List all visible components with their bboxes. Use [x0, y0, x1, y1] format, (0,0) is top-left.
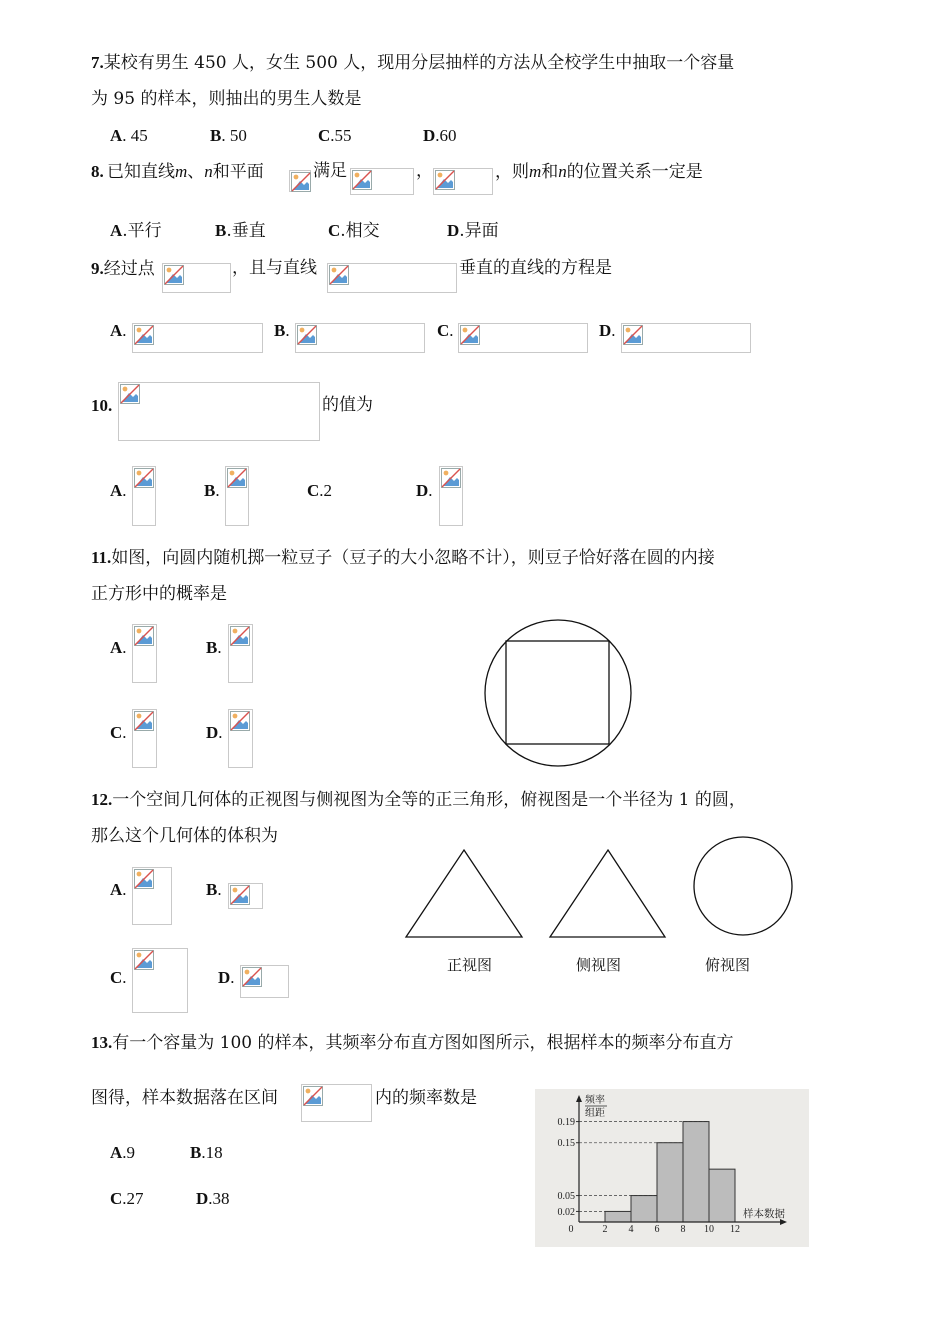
- y-tick-label: 0.02: [557, 1206, 575, 1218]
- x-tick-label: 12: [730, 1224, 740, 1235]
- q13-line1: 13.有一个容量为 100 的样本，其频率分布直方图如图所示，根据样本的频率分布直方: [91, 1033, 734, 1053]
- q11-line1: 11.如图，向圆内随机掷一粒豆子（豆子的大小忽略不计），则豆子恰好落在圆的内接: [91, 548, 715, 568]
- histogram-bar: [683, 1122, 709, 1222]
- formula-image-placeholder: [439, 466, 463, 526]
- formula-image-placeholder: [289, 170, 311, 192]
- q8-text-1: 已知直线m、n和平面: [107, 162, 264, 182]
- formula-image-placeholder: [132, 466, 156, 526]
- q10-option-b: B.: [204, 481, 220, 500]
- q8-text-2: 满足: [313, 161, 347, 181]
- three-view-figure: [400, 834, 800, 944]
- y-tick-label: 0.15: [557, 1138, 575, 1150]
- q12-option-c: C.: [110, 968, 127, 987]
- y-axis-title-top: 频率: [585, 1095, 605, 1106]
- y-tick-label: 0.05: [557, 1191, 575, 1203]
- broken-image-icon: [242, 967, 262, 987]
- q9-text-2: ，且与直线: [232, 258, 317, 278]
- broken-image-icon: [435, 170, 455, 190]
- frequency-histogram: [535, 1089, 809, 1247]
- q10-num: 10.: [91, 396, 113, 415]
- q10-option-d: D.: [416, 481, 433, 500]
- q7-option-a: A. 45: [110, 126, 148, 145]
- q13-line2a: 图得，样本数据落在区间: [91, 1088, 278, 1108]
- broken-image-icon: [623, 325, 643, 345]
- circle-inscribed-square-figure: [482, 617, 634, 769]
- formula-image-placeholder: [132, 948, 188, 1013]
- formula-image-placeholder: [228, 883, 263, 909]
- formula-image-placeholder: [132, 867, 172, 925]
- formula-image-placeholder: [225, 466, 249, 526]
- formula-image-placeholder: [350, 168, 414, 195]
- formula-image-placeholder: [621, 323, 751, 353]
- q8-option-d: D.异面: [447, 221, 499, 241]
- broken-image-icon: [460, 325, 480, 345]
- broken-image-icon: [230, 626, 250, 646]
- y-tick-label: 0.19: [557, 1117, 575, 1129]
- q11-option-b: B.: [206, 638, 222, 657]
- q9-option-a: A.: [110, 321, 127, 340]
- q13-line2b: 内的频率数是: [375, 1088, 477, 1108]
- broken-image-icon: [441, 468, 461, 488]
- q12-option-a: A.: [110, 880, 127, 899]
- formula-image-placeholder: [458, 323, 588, 353]
- broken-image-icon: [291, 172, 311, 192]
- q11-option-a: A.: [110, 638, 127, 657]
- histogram-bar: [631, 1196, 657, 1222]
- q9-option-b: B.: [274, 321, 290, 340]
- front-view-triangle: [406, 850, 522, 937]
- broken-image-icon: [134, 325, 154, 345]
- formula-image-placeholder: [118, 382, 320, 441]
- formula-image-placeholder: [132, 624, 157, 683]
- q8-option-a: A.平行: [110, 221, 162, 241]
- q11-line2: 正方形中的概率是: [91, 584, 227, 604]
- q8-comma: ，: [416, 161, 433, 181]
- formula-image-placeholder: [162, 263, 231, 293]
- q13-option-d: D.38: [196, 1189, 230, 1208]
- broken-image-icon: [230, 885, 250, 905]
- histogram-bar: [709, 1169, 735, 1222]
- q9-num: 9.经过点: [91, 259, 155, 279]
- q9-text-3: 垂直的直线的方程是: [459, 258, 612, 278]
- histogram-bar: [657, 1143, 683, 1222]
- front-view-caption: 正视图: [447, 956, 493, 974]
- formula-image-placeholder: [327, 263, 457, 293]
- histogram-bar: [605, 1211, 631, 1222]
- broken-image-icon: [134, 950, 154, 970]
- x-tick-label: 2: [602, 1224, 608, 1235]
- q9-option-d: D.: [599, 321, 616, 340]
- q11-option-c: C.: [110, 723, 127, 742]
- x-tick-label: 0: [568, 1224, 574, 1235]
- q8-option-b: B.垂直: [215, 221, 266, 241]
- formula-image-placeholder: [132, 709, 157, 768]
- y-axis-title-bottom: 组距: [585, 1108, 605, 1119]
- broken-image-icon: [303, 1086, 323, 1106]
- x-axis-title: 样本数据: [743, 1208, 785, 1220]
- formula-image-placeholder: [301, 1084, 372, 1122]
- x-tick-label: 8: [680, 1224, 686, 1235]
- x-tick-label: 4: [628, 1224, 634, 1235]
- formula-image-placeholder: [240, 965, 289, 998]
- q13-option-c: C.27: [110, 1189, 144, 1208]
- broken-image-icon: [134, 711, 154, 731]
- q8-option-c: C.相交: [328, 221, 380, 241]
- broken-image-icon: [230, 711, 250, 731]
- q7-option-d: D.60: [423, 126, 457, 145]
- formula-image-placeholder: [433, 168, 493, 195]
- broken-image-icon: [329, 265, 349, 285]
- side-view-caption: 侧视图: [576, 956, 622, 974]
- q10-option-c: C.2: [307, 481, 333, 500]
- top-view-circle: [694, 837, 792, 935]
- q7-line1: 7.某校有男生 450 人，女生 500 人，现用分层抽样的方法从全校学生中抽取一个容量: [91, 53, 735, 73]
- broken-image-icon: [164, 265, 184, 285]
- q10-text: 的值为: [322, 395, 373, 415]
- broken-image-icon: [134, 626, 154, 646]
- q7-option-c: C.55: [318, 126, 352, 145]
- formula-image-placeholder: [228, 709, 253, 768]
- formula-image-placeholder: [132, 323, 263, 353]
- broken-image-icon: [134, 869, 154, 889]
- x-tick-label: 10: [704, 1224, 714, 1235]
- q11-option-d: D.: [206, 723, 223, 742]
- q8-text-3: ，则m和n的位置关系一定是: [495, 162, 703, 182]
- broken-image-icon: [297, 325, 317, 345]
- q8-num: 8.: [91, 162, 104, 181]
- x-tick-label: 6: [654, 1224, 660, 1235]
- side-view-triangle: [550, 850, 665, 937]
- q12-option-b: B.: [206, 880, 222, 899]
- broken-image-icon: [352, 170, 372, 190]
- formula-image-placeholder: [228, 624, 253, 683]
- q12-line2: 那么这个几何体的体积为: [91, 826, 278, 846]
- formula-image-placeholder: [295, 323, 425, 353]
- q13-option-a: A.9: [110, 1143, 136, 1162]
- top-view-caption: 俯视图: [705, 956, 751, 974]
- broken-image-icon: [134, 468, 154, 488]
- inscribed-square: [506, 641, 609, 744]
- broken-image-icon: [227, 468, 247, 488]
- q12-line1: 12.一个空间几何体的正视图与侧视图为全等的正三角形，俯视图是一个半径为 1 的圆，: [91, 790, 746, 810]
- q13-option-b: B.18: [190, 1143, 223, 1162]
- q7-option-b: B. 50: [210, 126, 247, 145]
- q12-option-d: D.: [218, 968, 235, 987]
- q9-option-c: C.: [437, 321, 454, 340]
- q10-option-a: A.: [110, 481, 127, 500]
- broken-image-icon: [120, 384, 140, 404]
- q7-line2: 为 95 的样本，则抽出的男生人数是: [91, 89, 362, 109]
